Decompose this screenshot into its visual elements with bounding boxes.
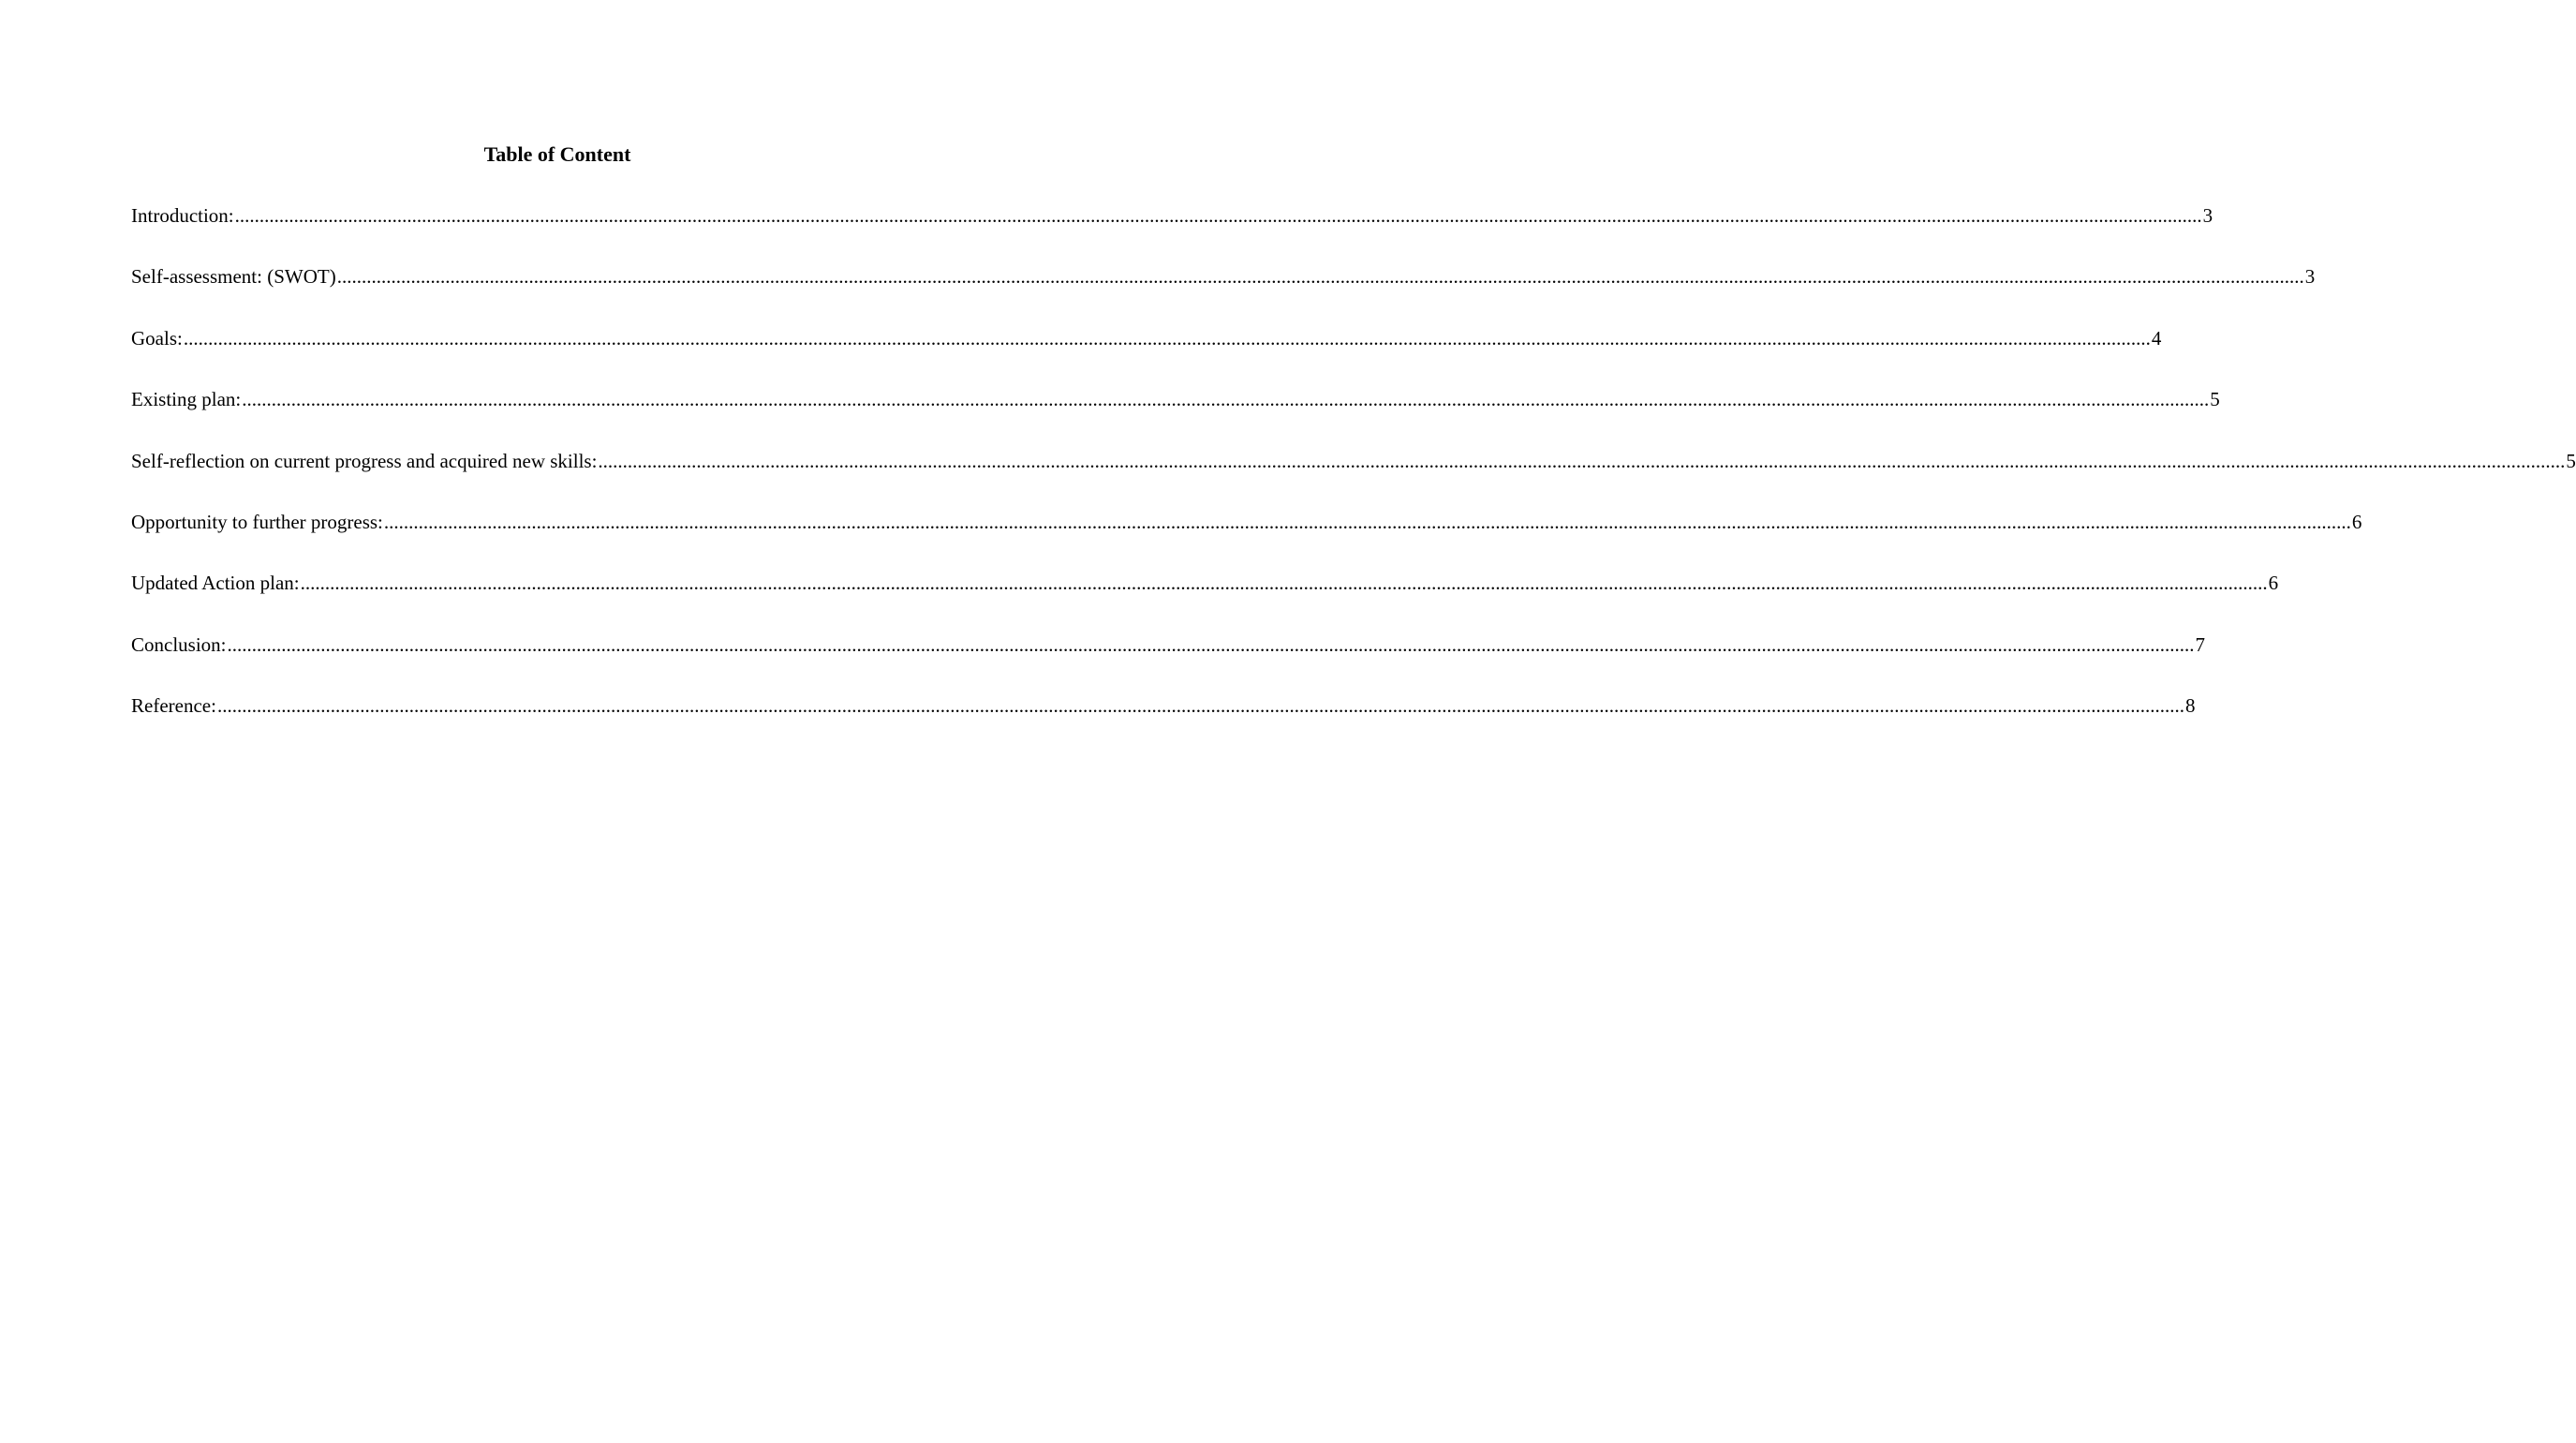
toc-list (131, 201, 2576, 753)
toc-entry-page-number: 6 (2351, 510, 2362, 533)
toc-dot-leader: ................................................................................................................................................................................................................................................................................................................................................................................................................ (183, 326, 2151, 350)
toc-entry-reference[interactable] (131, 692, 2196, 752)
toc-dot-leader: ................................................................................................................................................................................................................................................................................................................................................................................................................ (234, 204, 2202, 227)
toc-entry-label: Conclusion: (131, 632, 227, 656)
toc-entry-conclusion[interactable] (131, 631, 2206, 692)
toc-entry-self-reflection[interactable] (131, 447, 2576, 508)
toc-entry-updated-action-plan[interactable] (131, 569, 2279, 630)
toc-entry-label: Self-reflection on current progress and acquired new skills: (131, 449, 598, 472)
toc-entry-page-number: 4 (2151, 326, 2162, 350)
toc-entry-label: Goals: (131, 326, 183, 350)
toc-entry-page-number: 5 (2566, 449, 2576, 472)
toc-dot-leader: ................................................................................................................................................................................................................................................................................................................................................................................................................ (242, 388, 2210, 411)
toc-entry-opportunity[interactable] (131, 508, 2362, 569)
toc-entry-page-number: 7 (2195, 632, 2206, 656)
toc-entry-introduction[interactable] (131, 201, 2213, 262)
toc-dot-leader: ................................................................................................................................................................................................................................................................................................................................................................................................................ (383, 510, 2351, 533)
toc-entry-label: Self-assessment: (SWOT) (131, 265, 336, 289)
toc-entry-existing-plan[interactable] (131, 385, 2220, 446)
toc-entry-label: Introduction: (131, 204, 234, 227)
toc-entry-page-number: 6 (2268, 572, 2279, 595)
toc-title: Table of Content (483, 142, 631, 166)
toc-entry-label: Existing plan: (131, 388, 242, 411)
toc-entry-self-assessment[interactable] (131, 262, 2316, 323)
toc-dot-leader: ................................................................................................................................................................................................................................................................................................................................................................................................................ (216, 694, 2184, 718)
toc-entry-page-number: 8 (2184, 694, 2196, 718)
toc-entry-goals[interactable] (131, 324, 2162, 385)
toc-entry-label: Reference: (131, 694, 216, 718)
toc-entry-label: Updated Action plan: (131, 572, 300, 595)
toc-entry-page-number: 5 (2210, 388, 2220, 411)
toc-dot-leader: ................................................................................................................................................................................................................................................................................................................................................................................................................ (300, 572, 2268, 595)
toc-dot-leader: ................................................................................................................................................................................................................................................................................................................................................................................................................ (336, 265, 2304, 289)
toc-dot-leader: ................................................................................................................................................................................................................................................................................................................................................................................................................ (598, 449, 2566, 472)
toc-dot-leader: ................................................................................................................................................................................................................................................................................................................................................................................................................ (227, 632, 2195, 656)
toc-entry-label: Opportunity to further progress: (131, 510, 383, 533)
toc-entry-page-number: 3 (2202, 204, 2213, 227)
toc-entry-page-number: 3 (2304, 265, 2316, 289)
